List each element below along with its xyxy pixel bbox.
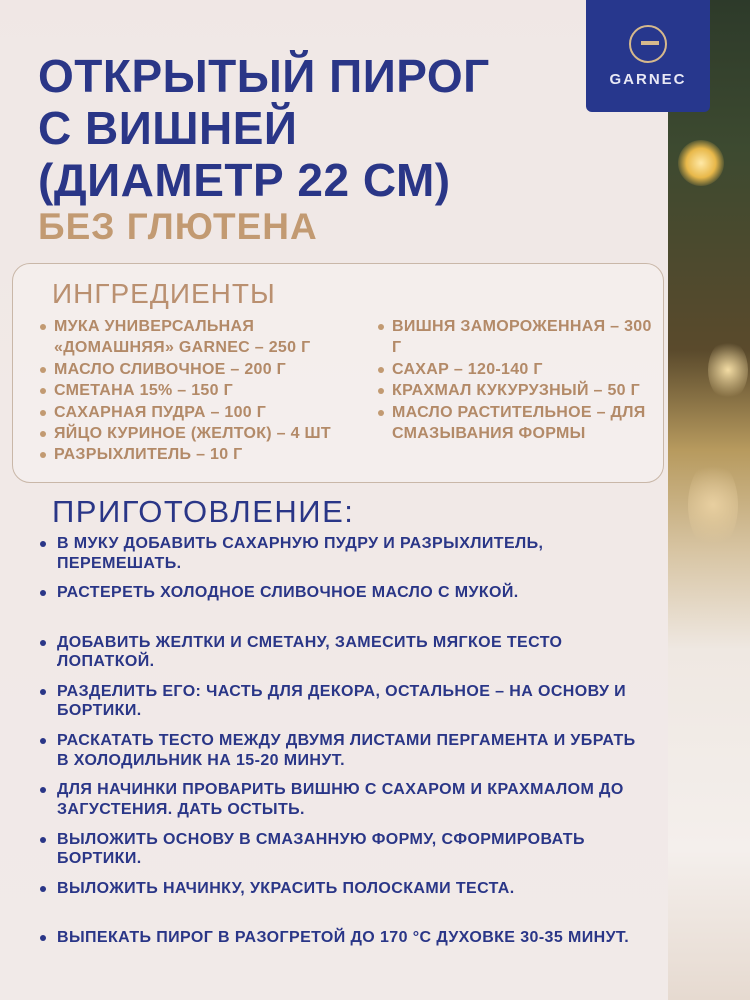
ingredient-item: САХАРНАЯ ПУДРА – 100 Г — [38, 402, 376, 423]
ingredient-item: МУКА УНИВЕРСАЛЬНАЯ «ДОМАШНЯЯ» GARNEC – 250 Г — [38, 316, 376, 359]
logo-g-icon — [629, 25, 667, 63]
step-item: ДОБАВИТЬ ЖЕЛТКИ И СМЕТАНУ, ЗАМЕСИТЬ МЯГКОЕ ТЕСТО ЛОПАТКОЙ. — [38, 633, 638, 682]
ingredient-item: РАЗРЫХЛИТЕЛЬ – 10 Г — [38, 444, 376, 465]
brand-logo — [586, 0, 710, 112]
ingredient-item: МАСЛО СЛИВОЧНОЕ – 200 Г — [38, 359, 376, 380]
bokeh-light — [688, 460, 738, 550]
ingredient-item: ЯЙЦО КУРИНОЕ (ЖЕЛТОК) – 4 ШТ — [38, 423, 376, 444]
logo-text: GARNEC — [609, 70, 687, 88]
title-line: С ВИШНЕЙ — [38, 102, 298, 154]
bokeh-light — [678, 140, 724, 186]
title-line: (ДИАМЕТР 22 СМ) — [38, 154, 451, 206]
ingredients-left-list — [38, 316, 376, 466]
step-item: ВЫПЕКАТЬ ПИРОГ В РАЗОГРЕТОЙ ДО 170 °С ДУХОВКЕ 30-35 МИНУТ. — [38, 928, 638, 977]
ingredients-heading: ИНГРЕДИЕНТЫ — [52, 278, 276, 309]
step-item: РАЗДЕЛИТЬ ЕГО: ЧАСТЬ ДЛЯ ДЕКОРА, ОСТАЛЬНОЕ – НА ОСНОВУ И БОРТИКИ. — [38, 682, 638, 731]
preparation-heading: ПРИГОТОВЛЕНИЕ: — [52, 494, 355, 529]
ingredient-item: МАСЛО РАСТИТЕЛЬНОЕ – ДЛЯ СМАЗЫВАНИЯ ФОРМЫ — [376, 402, 658, 445]
ingredients-right-list — [376, 316, 658, 444]
ingredient-item: КРАХМАЛ КУКУРУЗНЫЙ – 50 Г — [376, 380, 658, 401]
preparation-steps — [38, 534, 638, 978]
background-photo — [668, 0, 750, 1000]
ingredient-item: ВИШНЯ ЗАМОРОЖЕННАЯ – 300 Г — [376, 316, 658, 359]
step-item: РАСТЕРЕТЬ ХОЛОДНОЕ СЛИВОЧНОЕ МАСЛО С МУКОЙ. — [38, 583, 638, 632]
recipe-title — [38, 50, 490, 206]
step-item: ВЫЛОЖИТЬ ОСНОВУ В СМАЗАННУЮ ФОРМУ, СФОРМИРОВАТЬ БОРТИКИ. — [38, 830, 638, 879]
title-line: ОТКРЫТЫЙ ПИРОГ — [38, 50, 490, 102]
step-item: ВЫЛОЖИТЬ НАЧИНКУ, УКРАСИТЬ ПОЛОСКАМИ ТЕСТА. — [38, 879, 638, 928]
step-item: ДЛЯ НАЧИНКИ ПРОВАРИТЬ ВИШНЮ С САХАРОМ И КРАХМАЛОМ ДО ЗАГУСТЕНИЯ. ДАТЬ ОСТЫТЬ. — [38, 780, 638, 829]
step-item: В МУКУ ДОБАВИТЬ САХАРНУЮ ПУДРУ И РАЗРЫХЛИТЕЛЬ, ПЕРЕМЕШАТЬ. — [38, 534, 638, 583]
step-item: РАСКАТАТЬ ТЕСТО МЕЖДУ ДВУМЯ ЛИСТАМИ ПЕРГАМЕНТА И УБРАТЬ В ХОЛОДИЛЬНИК НА 15-20 МИНУТ. — [38, 731, 638, 780]
recipe-subtitle: БЕЗ ГЛЮТЕНА — [38, 206, 318, 247]
bokeh-light — [708, 340, 748, 400]
ingredient-item: САХАР – 120-140 Г — [376, 359, 658, 380]
ingredient-item: СМЕТАНА 15% – 150 Г — [38, 380, 376, 401]
